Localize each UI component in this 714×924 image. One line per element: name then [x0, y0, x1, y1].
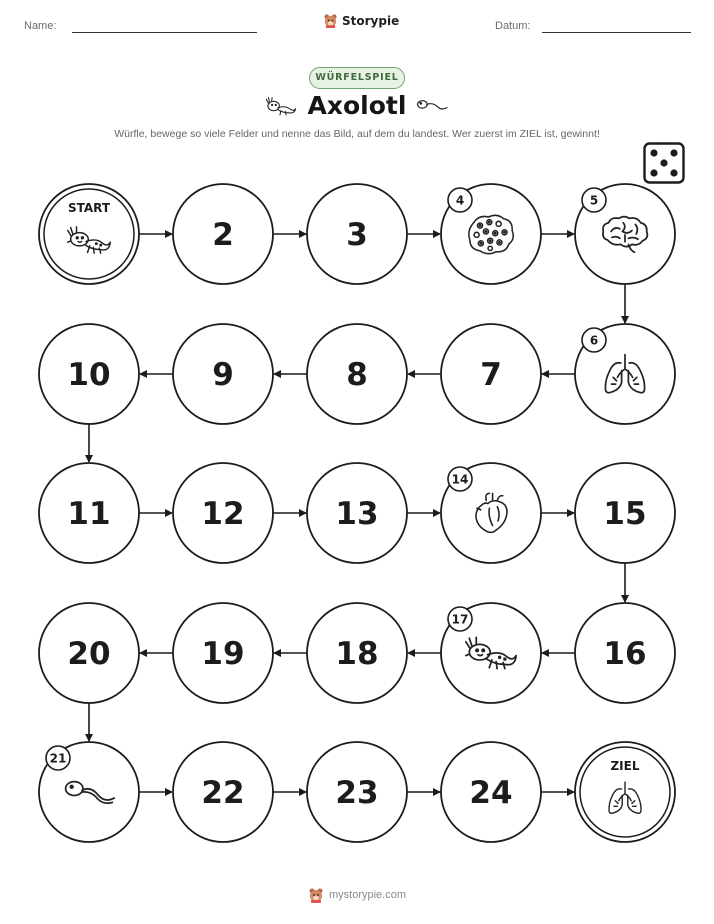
finish-space	[575, 742, 675, 842]
board-space-13	[307, 463, 407, 563]
space-number-badge: 5	[589, 193, 599, 208]
board-space-20	[39, 603, 139, 703]
brand-name: Storypie	[342, 13, 400, 28]
board-space-14	[441, 463, 541, 563]
space-number: 24	[469, 775, 513, 811]
board-space-8	[307, 324, 407, 424]
board-space-24	[441, 742, 541, 842]
name-label: Name:	[24, 20, 57, 32]
space-number: 20	[67, 636, 111, 672]
space-label: START	[67, 201, 111, 215]
footer-url: mystorypie.com	[328, 889, 407, 901]
space-number-badge: 6	[589, 333, 599, 348]
board-space-5	[575, 184, 675, 284]
board-space-7	[441, 324, 541, 424]
board-space-19	[173, 603, 273, 703]
space-number: 22	[201, 775, 245, 811]
date-label: Datum:	[495, 20, 531, 32]
instruction-text: Würfle, bewege so viele Felder und nenne das Bild, auf dem du landest. Wer zuerst im ZIEL ist, gewinnt!	[114, 128, 600, 140]
game-type-badge: WÜRFELSPIEL	[309, 67, 405, 89]
space-number: 2	[212, 217, 234, 253]
space-number-badge: 4	[455, 193, 465, 208]
space-number: 12	[201, 496, 245, 532]
space-number: 15	[603, 496, 647, 532]
board-space-15	[575, 463, 675, 563]
space-number: 7	[480, 357, 502, 393]
board-space-10	[39, 324, 139, 424]
board-space-18	[307, 603, 407, 703]
board-space-12	[173, 463, 273, 563]
space-number: 23	[335, 775, 379, 811]
space-number-badge: 21	[49, 751, 67, 766]
space-number: 3	[346, 217, 368, 253]
space-number: 16	[603, 636, 647, 672]
space-number: 11	[67, 496, 111, 532]
board-space-2	[173, 184, 273, 284]
board-space-21	[39, 742, 139, 842]
board-space-3	[307, 184, 407, 284]
space-number-badge: 14	[451, 472, 469, 487]
bear-mascot-footer-icon	[308, 887, 324, 903]
space-number: 8	[346, 357, 368, 393]
start-space	[39, 184, 139, 284]
space-number-badge: 17	[451, 612, 469, 627]
space-number: 9	[212, 357, 234, 393]
board-space-23	[307, 742, 407, 842]
board-space-4	[441, 184, 541, 284]
board-space-22	[173, 742, 273, 842]
page-title: Axolotl	[307, 91, 407, 120]
board-space-9	[173, 324, 273, 424]
board-space-16	[575, 603, 675, 703]
frog-eggs-icon	[469, 215, 513, 253]
space-number: 10	[67, 357, 111, 393]
board-space-6	[575, 324, 675, 424]
board-space-11	[39, 463, 139, 563]
space-number: 13	[335, 496, 379, 532]
space-number: 18	[335, 636, 379, 672]
space-number: 19	[201, 636, 245, 672]
footer	[0, 887, 714, 903]
board-space-17	[441, 603, 541, 703]
space-label: ZIEL	[610, 759, 640, 773]
